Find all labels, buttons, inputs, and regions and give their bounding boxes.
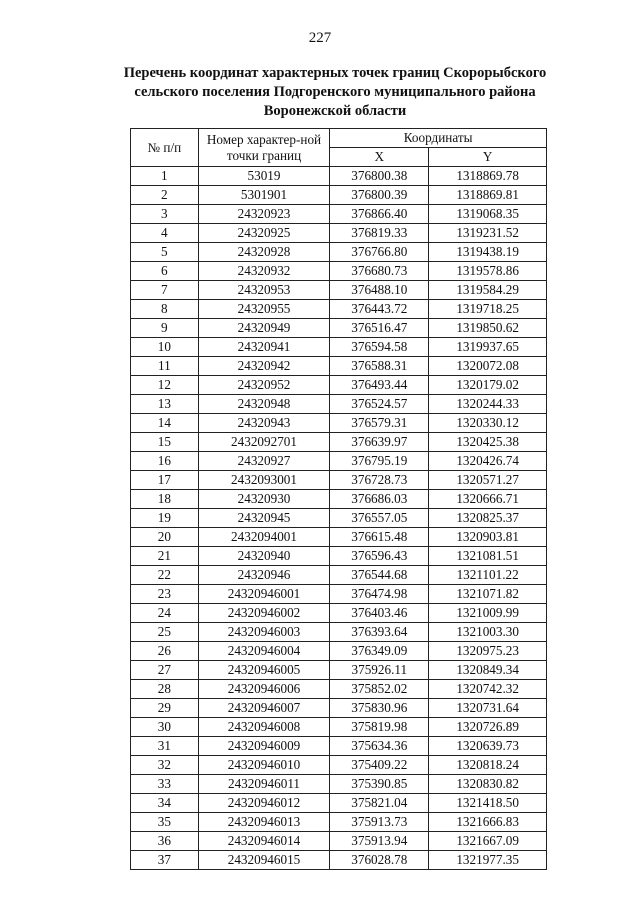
cell-point: 24320930: [198, 490, 330, 509]
cell-y: 1319937.65: [429, 338, 547, 357]
coordinates-table: [130, 128, 547, 870]
cell-point: 24320932: [198, 262, 330, 281]
cell-x: 375830.96: [330, 699, 429, 718]
cell-num: 10: [131, 338, 199, 357]
cell-x: 376728.73: [330, 471, 429, 490]
cell-num: 33: [131, 775, 199, 794]
cell-x: 375852.02: [330, 680, 429, 699]
cell-num: 21: [131, 547, 199, 566]
table-row: [131, 566, 547, 585]
table-row: [131, 851, 547, 870]
cell-num: 35: [131, 813, 199, 832]
cell-y: 1320975.23: [429, 642, 547, 661]
document-title: [100, 64, 570, 121]
cell-x: 376493.44: [330, 376, 429, 395]
cell-point: 24320948: [198, 395, 330, 414]
cell-num: 29: [131, 699, 199, 718]
cell-x: 376686.03: [330, 490, 429, 509]
cell-x: 375634.36: [330, 737, 429, 756]
cell-num: 24: [131, 604, 199, 623]
cell-y: 1321071.82: [429, 585, 547, 604]
cell-point: 24320952: [198, 376, 330, 395]
cell-point: 24320946007: [198, 699, 330, 718]
cell-point: 24320928: [198, 243, 330, 262]
cell-x: 376349.09: [330, 642, 429, 661]
cell-point: 2432092701: [198, 433, 330, 452]
cell-y: 1320726.89: [429, 718, 547, 737]
table-row: [131, 376, 547, 395]
cell-point: 24320946003: [198, 623, 330, 642]
table-row: [131, 224, 547, 243]
table-row: [131, 547, 547, 566]
cell-x: 375913.73: [330, 813, 429, 832]
cell-point: 24320942: [198, 357, 330, 376]
table-row: [131, 604, 547, 623]
table-row: [131, 661, 547, 680]
cell-point: 2432093001: [198, 471, 330, 490]
cell-x: 376615.48: [330, 528, 429, 547]
cell-point: 24320941: [198, 338, 330, 357]
cell-point: 24320943: [198, 414, 330, 433]
cell-num: 23: [131, 585, 199, 604]
cell-point: 24320945: [198, 509, 330, 528]
table-row: [131, 623, 547, 642]
cell-num: 37: [131, 851, 199, 870]
header-num: № п/п: [131, 129, 199, 167]
cell-x: 376393.64: [330, 623, 429, 642]
table-row: [131, 832, 547, 851]
cell-x: 376557.05: [330, 509, 429, 528]
cell-num: 22: [131, 566, 199, 585]
cell-x: 376588.31: [330, 357, 429, 376]
cell-point: 24320927: [198, 452, 330, 471]
cell-num: 7: [131, 281, 199, 300]
cell-num: 18: [131, 490, 199, 509]
cell-point: 24320946008: [198, 718, 330, 737]
table-row: [131, 167, 547, 186]
cell-num: 32: [131, 756, 199, 775]
page-number: 227: [308, 30, 332, 46]
cell-y: 1319578.86: [429, 262, 547, 281]
table-row: [131, 699, 547, 718]
table-row: [131, 718, 547, 737]
table-row: [131, 680, 547, 699]
table-row: [131, 186, 547, 205]
cell-num: 4: [131, 224, 199, 243]
cell-y: 1321101.22: [429, 566, 547, 585]
cell-num: 20: [131, 528, 199, 547]
table-row: [131, 281, 547, 300]
cell-x: 376544.68: [330, 566, 429, 585]
table-row: [131, 243, 547, 262]
table-row: [131, 490, 547, 509]
cell-point: 24320946002: [198, 604, 330, 623]
cell-y: 1320742.32: [429, 680, 547, 699]
cell-y: 1320330.12: [429, 414, 547, 433]
cell-point: 24320946012: [198, 794, 330, 813]
table-body: [131, 167, 547, 870]
cell-x: 375821.04: [330, 794, 429, 813]
table-row: [131, 395, 547, 414]
cell-x: 376639.97: [330, 433, 429, 452]
cell-point: 24320946011: [198, 775, 330, 794]
cell-x: 376474.98: [330, 585, 429, 604]
cell-x: 376800.38: [330, 167, 429, 186]
table-row: [131, 433, 547, 452]
cell-num: 28: [131, 680, 199, 699]
cell-y: 1321977.35: [429, 851, 547, 870]
cell-x: 376488.10: [330, 281, 429, 300]
table-row: [131, 585, 547, 604]
cell-y: 1318869.81: [429, 186, 547, 205]
cell-x: 376795.19: [330, 452, 429, 471]
table-row: [131, 756, 547, 775]
cell-point: 24320946001: [198, 585, 330, 604]
header-coords: Координаты: [330, 129, 547, 148]
cell-y: 1320818.24: [429, 756, 547, 775]
title-line-2: сельского поселения Подгоренского муниципального района: [134, 84, 536, 100]
table-row: [131, 357, 547, 376]
cell-x: 375409.22: [330, 756, 429, 775]
cell-point: 24320953: [198, 281, 330, 300]
cell-y: 1320849.34: [429, 661, 547, 680]
table-row: [131, 452, 547, 471]
table-row: [131, 205, 547, 224]
cell-point: 24320946013: [198, 813, 330, 832]
table-row: [131, 319, 547, 338]
cell-y: 1321081.51: [429, 547, 547, 566]
table-row: [131, 509, 547, 528]
table-row: [131, 813, 547, 832]
table-row: [131, 737, 547, 756]
cell-y: 1320903.81: [429, 528, 547, 547]
cell-y: 1318869.78: [429, 167, 547, 186]
cell-y: 1320825.37: [429, 509, 547, 528]
cell-point: 24320946005: [198, 661, 330, 680]
cell-x: 376766.80: [330, 243, 429, 262]
cell-point: 24320949: [198, 319, 330, 338]
cell-num: 12: [131, 376, 199, 395]
cell-point: 24320923: [198, 205, 330, 224]
cell-point: 24320946004: [198, 642, 330, 661]
cell-x: 376596.43: [330, 547, 429, 566]
cell-num: 17: [131, 471, 199, 490]
cell-x: 376403.46: [330, 604, 429, 623]
cell-y: 1319068.35: [429, 205, 547, 224]
cell-y: 1320639.73: [429, 737, 547, 756]
cell-x: 375913.94: [330, 832, 429, 851]
cell-num: 25: [131, 623, 199, 642]
cell-num: 16: [131, 452, 199, 471]
cell-y: 1321667.09: [429, 832, 547, 851]
cell-y: 1319438.19: [429, 243, 547, 262]
cell-y: 1321003.30: [429, 623, 547, 642]
cell-y: 1320731.64: [429, 699, 547, 718]
cell-x: 376866.40: [330, 205, 429, 224]
cell-num: 19: [131, 509, 199, 528]
cell-y: 1321666.83: [429, 813, 547, 832]
cell-num: 15: [131, 433, 199, 452]
cell-point: 24320946010: [198, 756, 330, 775]
cell-x: 376579.31: [330, 414, 429, 433]
cell-x: 375819.98: [330, 718, 429, 737]
cell-point: 2432094001: [198, 528, 330, 547]
cell-num: 14: [131, 414, 199, 433]
header-y: Y: [429, 148, 547, 167]
table-row: [131, 262, 547, 281]
cell-num: 13: [131, 395, 199, 414]
cell-point: 24320946014: [198, 832, 330, 851]
cell-y: 1321009.99: [429, 604, 547, 623]
cell-x: 376028.78: [330, 851, 429, 870]
cell-x: 376516.47: [330, 319, 429, 338]
cell-num: 30: [131, 718, 199, 737]
cell-point: 24320955: [198, 300, 330, 319]
table-row: [131, 338, 547, 357]
cell-num: 36: [131, 832, 199, 851]
cell-y: 1319584.29: [429, 281, 547, 300]
cell-x: 376680.73: [330, 262, 429, 281]
cell-y: 1320425.38: [429, 433, 547, 452]
header-x: X: [330, 148, 429, 167]
cell-y: 1320244.33: [429, 395, 547, 414]
cell-num: 3: [131, 205, 199, 224]
title-line-1: Перечень координат характерных точек границ Скорорыбского: [123, 65, 547, 81]
cell-num: 27: [131, 661, 199, 680]
table-row: [131, 471, 547, 490]
cell-y: 1319850.62: [429, 319, 547, 338]
cell-point: 24320925: [198, 224, 330, 243]
header-point: Номер характер-ной точки границ: [198, 129, 330, 167]
cell-num: 6: [131, 262, 199, 281]
cell-y: 1320426.74: [429, 452, 547, 471]
table-row: [131, 775, 547, 794]
cell-point: 24320946009: [198, 737, 330, 756]
cell-num: 5: [131, 243, 199, 262]
cell-y: 1320072.08: [429, 357, 547, 376]
cell-point: 24320946: [198, 566, 330, 585]
cell-num: 1: [131, 167, 199, 186]
cell-x: 375390.85: [330, 775, 429, 794]
cell-y: 1319718.25: [429, 300, 547, 319]
cell-num: 34: [131, 794, 199, 813]
cell-num: 2: [131, 186, 199, 205]
cell-y: 1320666.71: [429, 490, 547, 509]
cell-point: 24320946015: [198, 851, 330, 870]
cell-x: 375926.11: [330, 661, 429, 680]
cell-y: 1321418.50: [429, 794, 547, 813]
table-row: [131, 528, 547, 547]
cell-point: 5301901: [198, 186, 330, 205]
table-row: [131, 414, 547, 433]
cell-num: 11: [131, 357, 199, 376]
cell-point: 24320946006: [198, 680, 330, 699]
cell-x: 376819.33: [330, 224, 429, 243]
cell-x: 376594.58: [330, 338, 429, 357]
cell-y: 1320830.82: [429, 775, 547, 794]
cell-x: 376800.39: [330, 186, 429, 205]
table-row: [131, 794, 547, 813]
cell-x: 376524.57: [330, 395, 429, 414]
cell-num: 9: [131, 319, 199, 338]
cell-num: 31: [131, 737, 199, 756]
cell-num: 26: [131, 642, 199, 661]
cell-point: 24320940: [198, 547, 330, 566]
cell-y: 1319231.52: [429, 224, 547, 243]
table-row: [131, 642, 547, 661]
cell-x: 376443.72: [330, 300, 429, 319]
cell-y: 1320571.27: [429, 471, 547, 490]
cell-y: 1320179.02: [429, 376, 547, 395]
cell-num: 8: [131, 300, 199, 319]
title-line-3: Воронежской области: [263, 103, 407, 119]
table-row: [131, 300, 547, 319]
cell-point: 53019: [198, 167, 330, 186]
